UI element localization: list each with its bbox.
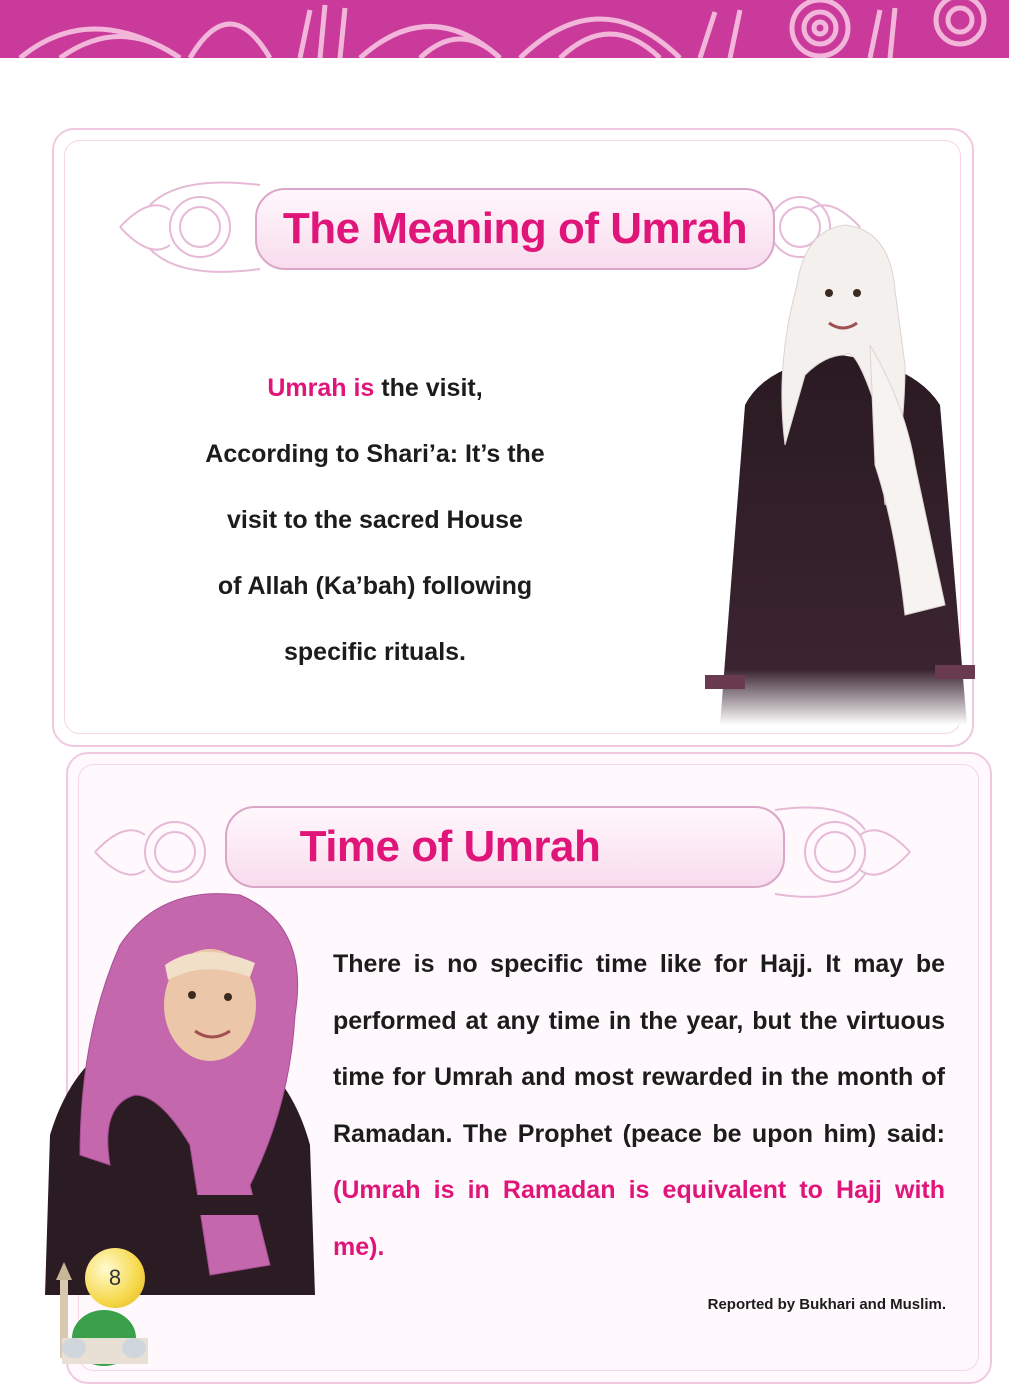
time-title-plaque <box>225 806 785 888</box>
time-body <box>333 936 945 1275</box>
meaning-line-1-rest: the visit, <box>374 374 483 402</box>
time-paragraph <box>333 936 945 1275</box>
time-body-text: There is no specific time like for Hajj. It may be performed at any time in the year, but the virtuous time for Umrah and most rewarded in the month of Ramadan. The Prophet (peace be upon him) said: <box>333 950 945 1148</box>
time-title: Time of Umrah <box>299 822 601 871</box>
page-number-badge: 8 <box>85 1248 145 1308</box>
meaning-body <box>150 355 600 685</box>
meaning-line-2: According to Shari’a: It’s the <box>205 440 545 468</box>
meaning-line-5: specific rituals. <box>283 638 467 666</box>
standing-girl-illustration <box>705 205 975 765</box>
meaning-title: The Meaning of Umrah <box>282 204 748 253</box>
hadith-citation: Reported by Bukhari and Muslim. <box>707 1296 946 1313</box>
hadith-quote: (Umrah is in Ramadan is equivalent to Hajj with me). <box>333 1176 945 1261</box>
meaning-line-4: of Allah (Ka’bah) following <box>217 572 533 600</box>
meaning-line-1 <box>150 355 600 421</box>
meaning-line-3: visit to the sacred House <box>227 506 523 534</box>
swirl-pattern-icon <box>0 0 1009 58</box>
meaning-title-plaque <box>255 188 775 270</box>
header-decorative-band <box>0 0 1009 58</box>
seated-girl-illustration <box>40 885 330 1305</box>
meaning-highlight: Umrah is <box>267 374 375 402</box>
